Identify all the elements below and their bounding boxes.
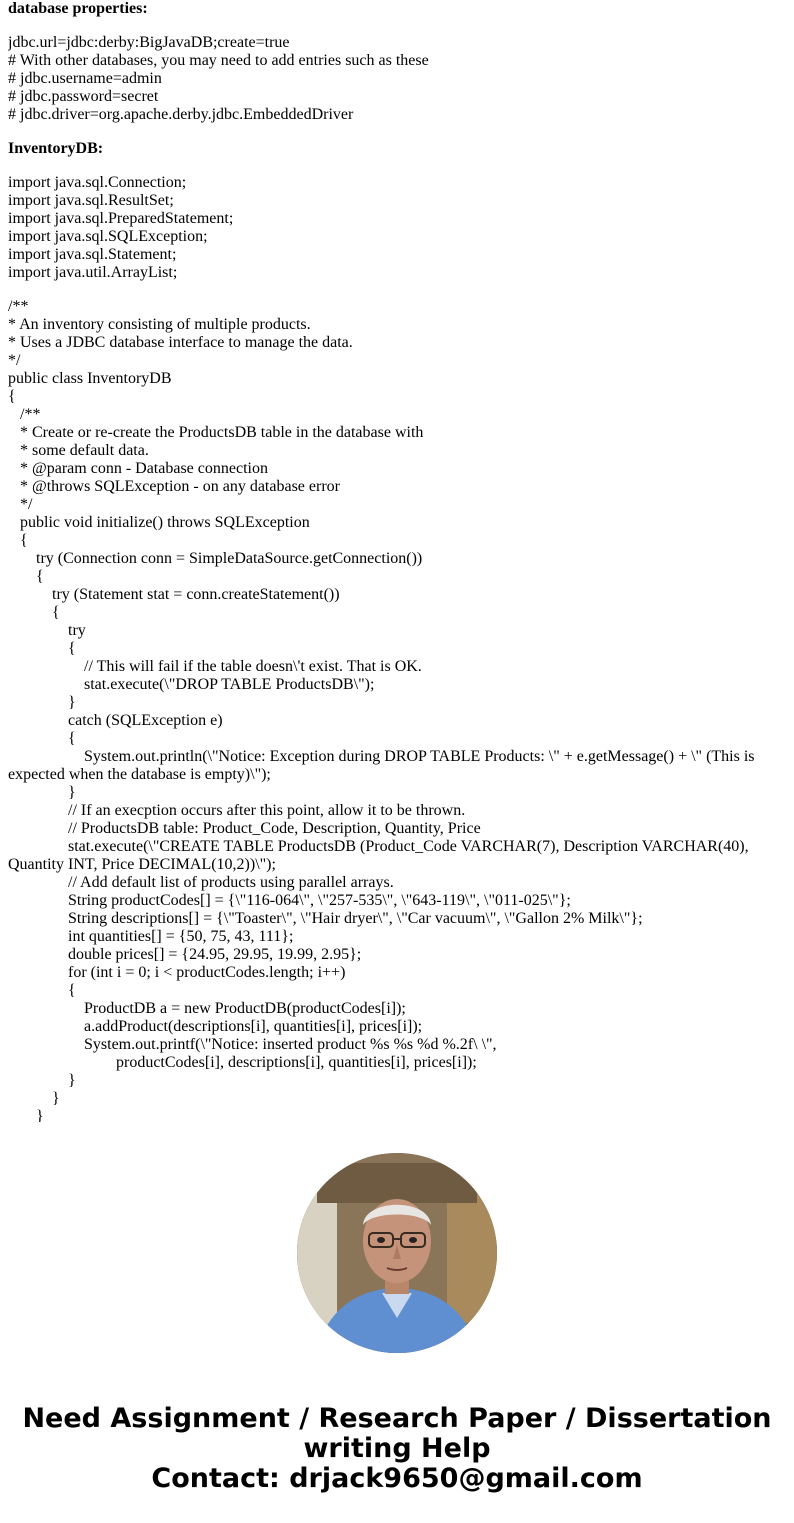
text-line: stat.execute(\"DROP TABLE ProductsDB\");: [8, 676, 375, 693]
text-line: import java.sql.Connection;: [8, 174, 187, 191]
promo-line-1: Need Assignment / Research Paper / Dissertation: [22, 1403, 772, 1434]
text-line: import java.sql.ResultSet;: [8, 192, 174, 209]
text-line: System.out.println(\"Notice: Exception during DROP TABLE Products: \" + e.getMessage() + \" (This is expected when the database is empty)\");: [8, 748, 759, 783]
document-content: [8, 0, 788, 1122]
text-line: }: [8, 694, 76, 711]
text-line: public class InventoryDB: [8, 370, 172, 387]
text-line: catch (SQLException e): [8, 712, 223, 729]
text-line: }: [8, 784, 76, 801]
text-line: {: [8, 604, 60, 621]
text-line: # With other databases, you may need to add entries such as these: [8, 52, 429, 69]
text-line: // This will fail if the table doesn\'t exist. That is OK.: [8, 658, 422, 675]
text-line: jdbc.url=jdbc:derby:BigJavaDB;create=true: [8, 34, 290, 51]
text-line: * An inventory consisting of multiple products.: [8, 316, 311, 333]
text-line: a.addProduct(descriptions[i], quantities[i], prices[i]);: [8, 1018, 423, 1035]
heading-inventorydb: InventoryDB:: [8, 140, 104, 157]
text-line: {: [8, 388, 16, 405]
text-line: # jdbc.username=admin: [8, 70, 162, 87]
text-line: String productCodes[] = {\"116-064\", \"257-535\", \"643-119\", \"011-025\"};: [8, 892, 571, 909]
text-line: productCodes[i], descriptions[i], quantities[i], prices[i]);: [8, 1054, 477, 1071]
promo-line-2: writing Help: [303, 1433, 491, 1464]
text-line: import java.sql.PreparedStatement;: [8, 210, 234, 227]
text-line: {: [8, 982, 76, 999]
text-line: * Create or re-create the ProductsDB table in the database with: [8, 424, 424, 441]
text-line: }: [8, 1072, 76, 1089]
database-properties-block: [8, 34, 788, 124]
text-line: stat.execute(\"CREATE TABLE ProductsDB (Product_Code VARCHAR(7), Description VARCHAR(40), Quantity INT, Price DECIMAL(10,2))\");: [8, 838, 753, 873]
text-line: import java.util.ArrayList;: [8, 264, 178, 281]
text-line: try: [8, 622, 86, 639]
text-line: System.out.printf(\"Notice: inserted product %s %s %d %.2f\ \",: [8, 1036, 497, 1053]
text-line: String descriptions[] = {\"Toaster\", \"Hair dryer\", \"Car vacuum\", \"Gallon 2% Milk\"};: [8, 910, 643, 927]
text-line: * Uses a JDBC database interface to manage the data.: [8, 334, 353, 351]
text-line: import java.sql.Statement;: [8, 246, 177, 263]
code-block: [8, 298, 788, 1122]
text-line: # jdbc.driver=org.apache.derby.jdbc.EmbeddedDriver: [8, 106, 354, 123]
text-line: public void initialize() throws SQLException: [8, 514, 310, 531]
text-line: }: [8, 1090, 60, 1107]
text-line: * @param conn - Database connection: [8, 460, 268, 477]
text-line: // ProductsDB table: Product_Code, Description, Quantity, Price: [8, 820, 481, 837]
author-avatar: [297, 1153, 497, 1353]
text-line: for (int i = 0; i < productCodes.length; i++): [8, 964, 346, 981]
text-line: */: [8, 352, 21, 369]
text-line: ProductDB a = new ProductDB(productCodes[i]);: [8, 1000, 406, 1017]
text-line: int quantities[] = {50, 75, 43, 111};: [8, 928, 294, 945]
text-line: /**: [8, 406, 41, 423]
text-line: * @throws SQLException - on any database error: [8, 478, 340, 495]
text-line: // If an execption occurs after this point, allow it to be thrown.: [8, 802, 466, 819]
text-line: {: [8, 730, 76, 747]
portrait-image: [297, 1153, 497, 1353]
promo-contact: Contact: drjack9650@gmail.com: [151, 1463, 643, 1494]
text-line: }: [8, 1108, 44, 1122]
text-line: {: [8, 568, 44, 585]
text-line: * some default data.: [8, 442, 149, 459]
text-line: # jdbc.password=secret: [8, 88, 159, 105]
text-line: {: [8, 640, 76, 657]
text-line: import java.sql.SQLException;: [8, 228, 208, 245]
promo-banner: [0, 1404, 794, 1494]
heading-database-properties: database properties:: [8, 0, 148, 17]
text-line: double prices[] = {24.95, 29.95, 19.99, 2.95};: [8, 946, 362, 963]
text-line: try (Statement stat = conn.createStatement()): [8, 586, 340, 603]
text-line: /**: [8, 298, 29, 315]
text-line: {: [8, 532, 28, 549]
text-line: // Add default list of products using parallel arrays.: [8, 874, 394, 891]
text-line: try (Connection conn = SimpleDataSource.getConnection()): [8, 550, 423, 567]
text-line: */: [8, 496, 33, 513]
imports-block: [8, 174, 788, 282]
